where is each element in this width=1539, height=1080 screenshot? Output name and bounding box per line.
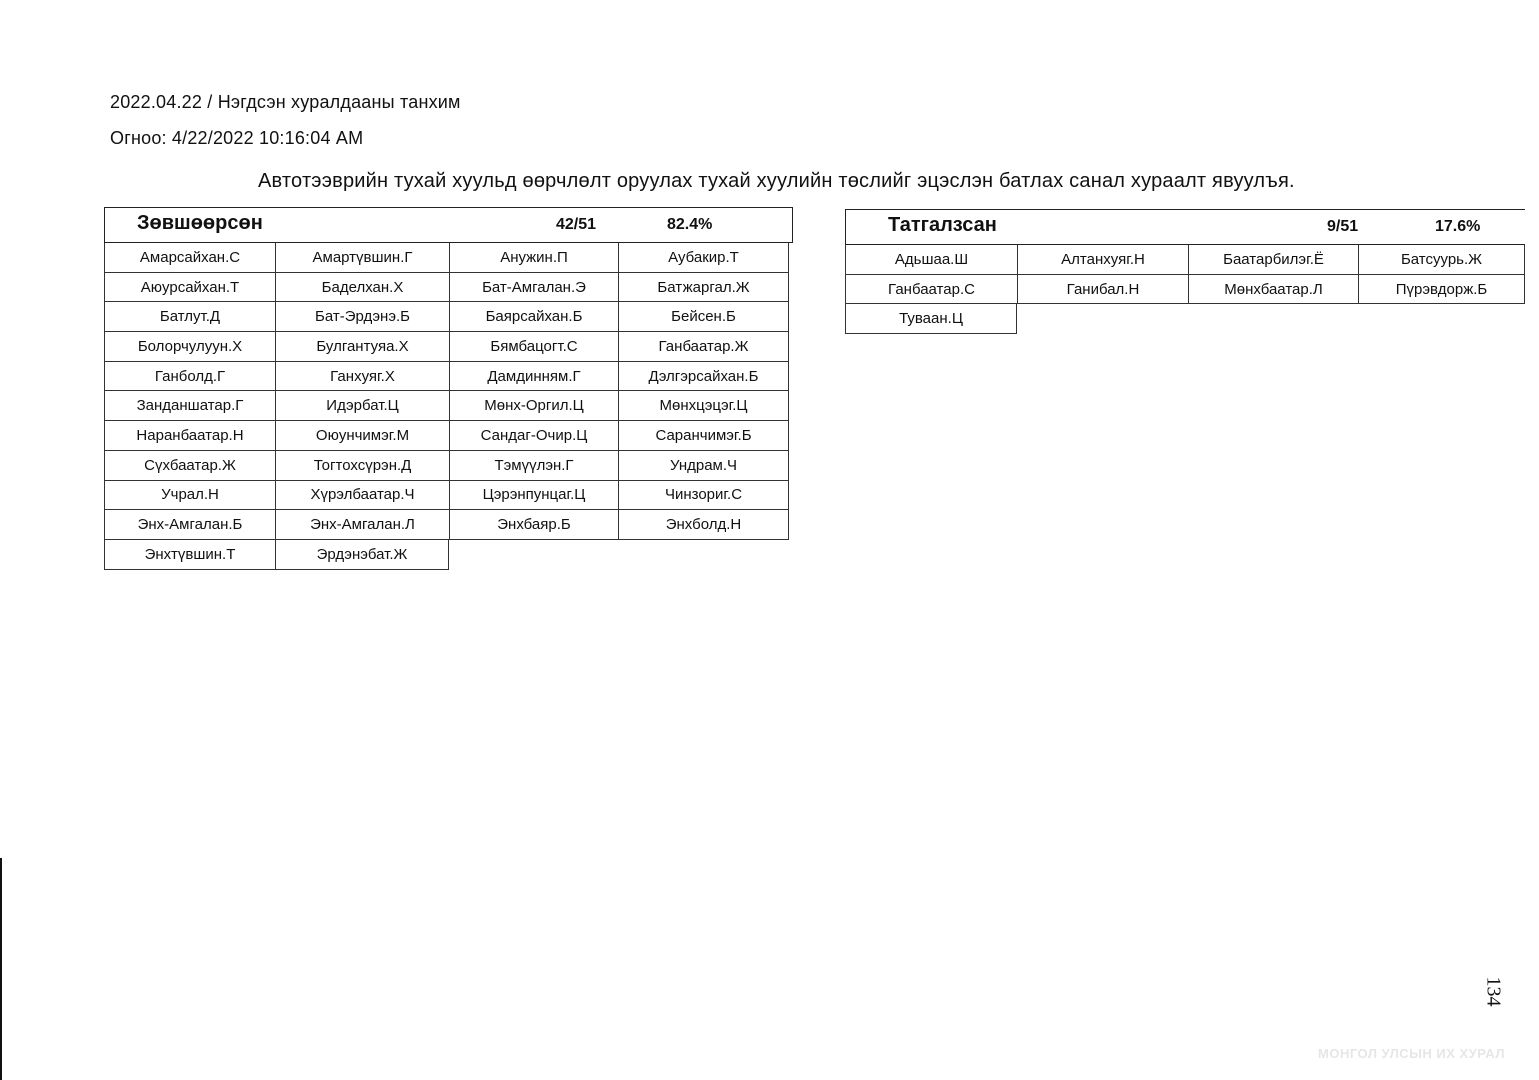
voter-name: Энх-Амгалан.Л: [275, 510, 449, 540]
rejected-count: 9/51: [1327, 218, 1359, 235]
motion-title: Автотээврийн тухай хуульд өөрчлөлт оруулах тухай хуулийн төслийг эцэслэн батлах санал хураалт явуулъя.: [258, 170, 1295, 192]
voter-name: Сандаг-Очир.Ц: [449, 421, 618, 451]
voter-name: Амарсайхан.С: [104, 243, 275, 273]
watermark: МОНГОЛ УЛСЫН ИХ ХУРАЛ: [1318, 1046, 1505, 1061]
voter-name: Ганбаатар.С: [845, 275, 1017, 305]
voter-name: Пүрэвдорж.Б: [1358, 275, 1525, 305]
voter-name: Тогтохсүрэн.Д: [275, 451, 449, 481]
voter-name: Учрал.Н: [104, 481, 275, 511]
voter-name: Бямбацогт.С: [449, 332, 618, 362]
approved-header: [104, 207, 793, 243]
voter-name: Ундрам.Ч: [618, 451, 789, 481]
voter-name: Оюунчимэг.М: [275, 421, 449, 451]
voter-name: Бат-Эрдэнэ.Б: [275, 302, 449, 332]
voter-name: Эрдэнэбат.Ж: [275, 540, 449, 570]
page-number: 134: [1482, 976, 1505, 1007]
voter-name: Цэрэнпунцаг.Ц: [449, 481, 618, 511]
voter-name: Алтанхуяг.Н: [1017, 245, 1188, 275]
voter-name: Энхтүвшин.Т: [104, 540, 275, 570]
voter-name: Адьшаа.Ш: [845, 245, 1017, 275]
voter-name: Амартүвшин.Г: [275, 243, 449, 273]
approved-names-table: [104, 243, 793, 570]
voter-name: Баделхан.Х: [275, 273, 449, 303]
rejected-title: Татгалзсан: [888, 214, 997, 236]
voter-name: Туваан.Ц: [845, 304, 1017, 334]
voter-name: Тэмүүлэн.Г: [449, 451, 618, 481]
approved-percent: 82.4%: [667, 216, 713, 233]
voter-name: Идэрбат.Ц: [275, 391, 449, 421]
voter-name: Энхболд.Н: [618, 510, 789, 540]
approved-title: Зөвшөөрсөн: [137, 212, 263, 234]
voter-name: Ганибал.Н: [1017, 275, 1188, 305]
voter-name: Батжаргал.Ж: [618, 273, 789, 303]
voter-name: Булгантуяа.Х: [275, 332, 449, 362]
voter-name: Саранчимэг.Б: [618, 421, 789, 451]
rejected-names-table: [845, 245, 1525, 334]
voter-name: Аюурсайхан.Т: [104, 273, 275, 303]
voter-name: Занданшатар.Г: [104, 391, 275, 421]
voter-name: Сүхбаатар.Ж: [104, 451, 275, 481]
voter-name: Ганхуяг.Х: [275, 362, 449, 392]
vote-date: Огноо: 4/22/2022 10:16:04 AM: [110, 128, 364, 148]
voter-name: Баярсайхан.Б: [449, 302, 618, 332]
voter-name: Наранбаатар.Н: [104, 421, 275, 451]
voter-name: Ганболд.Г: [104, 362, 275, 392]
voter-name: Энх-Амгалан.Б: [104, 510, 275, 540]
session-title: 2022.04.22 / Нэгдсэн хуралдааны танхим: [110, 92, 461, 112]
voter-name: Ганбаатар.Ж: [618, 332, 789, 362]
voter-name: Анужин.П: [449, 243, 618, 273]
voter-name: Дэлгэрсайхан.Б: [618, 362, 789, 392]
approved-section: [104, 207, 793, 570]
rejected-header: [845, 209, 1525, 245]
voter-name: Бейсен.Б: [618, 302, 789, 332]
voter-name: Энхбаяр.Б: [449, 510, 618, 540]
voter-name: Чинзориг.С: [618, 481, 789, 511]
approved-count: 42/51: [556, 216, 597, 233]
rejected-percent: 17.6%: [1435, 218, 1481, 235]
voter-name: Аубакир.Т: [618, 243, 789, 273]
voter-name: Дамдинням.Г: [449, 362, 618, 392]
voter-name: Баатарбилэг.Ё: [1188, 245, 1358, 275]
voter-name: Болорчулуун.Х: [104, 332, 275, 362]
voter-name: Мөнхбаатар.Л: [1188, 275, 1358, 305]
voter-name: Батсуурь.Ж: [1358, 245, 1525, 275]
voter-name: Мөнх-Оргил.Ц: [449, 391, 618, 421]
voter-name: Батлут.Д: [104, 302, 275, 332]
voter-name: Хүрэлбаатар.Ч: [275, 481, 449, 511]
voter-name: Мөнхцэцэг.Ц: [618, 391, 789, 421]
scan-edge-mark: [0, 858, 2, 1080]
rejected-section: [845, 209, 1525, 334]
voter-name: Бат-Амгалан.Э: [449, 273, 618, 303]
